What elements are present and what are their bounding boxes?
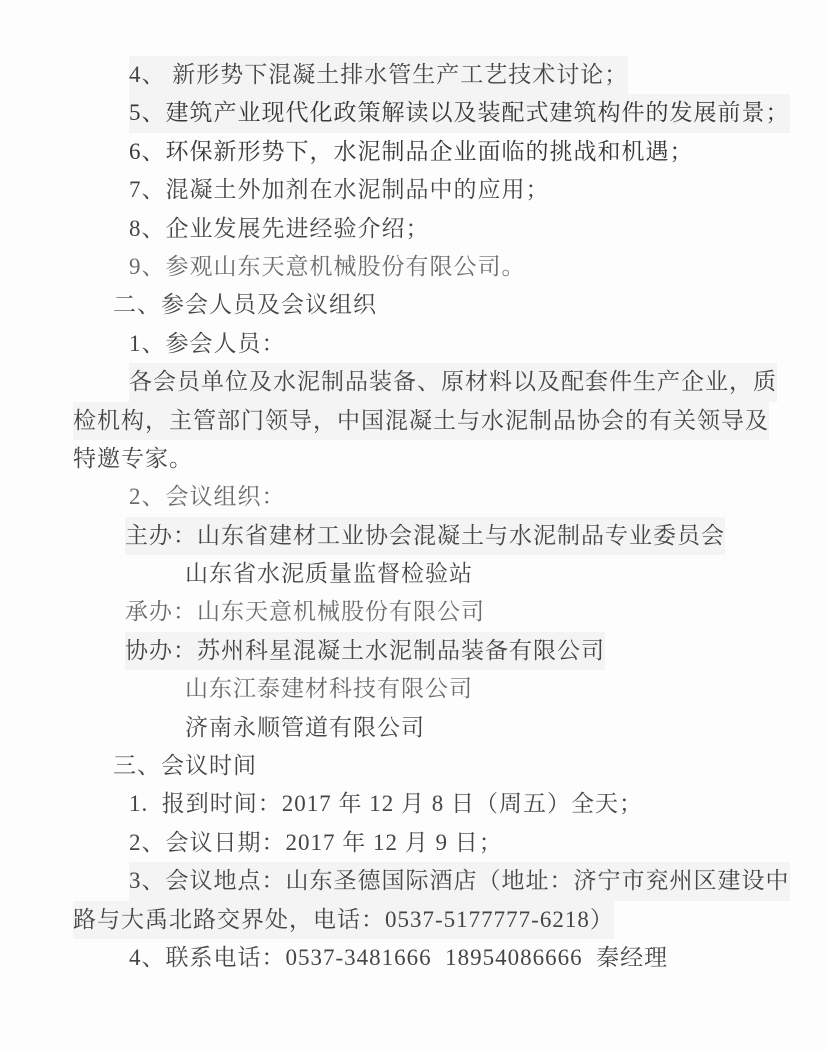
schedule-checkin-line: 1. 报到时间：2017 年 12 月 8 日（周五）全天； — [129, 791, 643, 817]
schedule-date-line: 2、会议日期：2017 年 12 月 9 日； — [129, 829, 503, 855]
attendees-paragraph-line-3: 特邀专家。 — [73, 445, 193, 471]
organizer-host-line-2: 山东省水泥质量监督检验站 — [185, 561, 473, 587]
schedule-contact-line: 4、联系电话：0537-3481666 18954086666 秦经理 — [129, 944, 669, 970]
agenda-item-9: 9、参观山东天意机械股份有限公司。 — [129, 253, 526, 279]
item-attendees-label: 1、参会人员： — [129, 330, 286, 356]
organizer-co-organizer-line-2: 山东江泰建材科技有限公司 — [185, 676, 473, 702]
attendees-paragraph-line-1: 各会员单位及水泥制品装备、原材料以及配套件生产企业，质 — [129, 363, 777, 401]
agenda-item-8: 8、企业发展先进经验介绍； — [129, 215, 430, 241]
item-organization-label: 2、会议组织： — [129, 484, 286, 510]
organizer-undertaker-line: 承办：山东天意机械股份有限公司 — [125, 599, 485, 625]
agenda-item-4: 4、 新形势下混凝土排水管生产工艺技术讨论； — [129, 56, 628, 94]
schedule-venue-line-2: 路与大禹北路交界处，电话：0537-5177777-6218） — [73, 901, 614, 939]
section-heading-attendees: 二、参会人员及会议组织 — [113, 292, 377, 318]
organizer-co-organizer-line: 协办：苏州科星混凝土水泥制品装备有限公司 — [125, 632, 605, 670]
schedule-venue-line: 3、会议地点：山东圣德国际酒店（地址：济宁市兖州区建设中 — [129, 862, 790, 900]
agenda-item-6: 6、环保新形势下，水泥制品企业面临的挑战和机遇； — [129, 138, 694, 164]
organizer-co-organizer-line-3: 济南永顺管道有限公司 — [185, 714, 425, 740]
attendees-paragraph-line-2: 检机构，主管部门领导，中国混凝土与水泥制品协会的有关领导及 — [73, 402, 769, 440]
agenda-item-7: 7、混凝土外加剂在水泥制品中的应用； — [129, 177, 550, 203]
organizer-host-line: 主办：山东省建材工业协会混凝土与水泥制品专业委员会 — [125, 517, 725, 555]
agenda-item-5: 5、建筑产业现代化政策解读以及装配式建筑构件的发展前景； — [129, 94, 790, 132]
section-heading-schedule: 三、会议时间 — [113, 753, 257, 779]
